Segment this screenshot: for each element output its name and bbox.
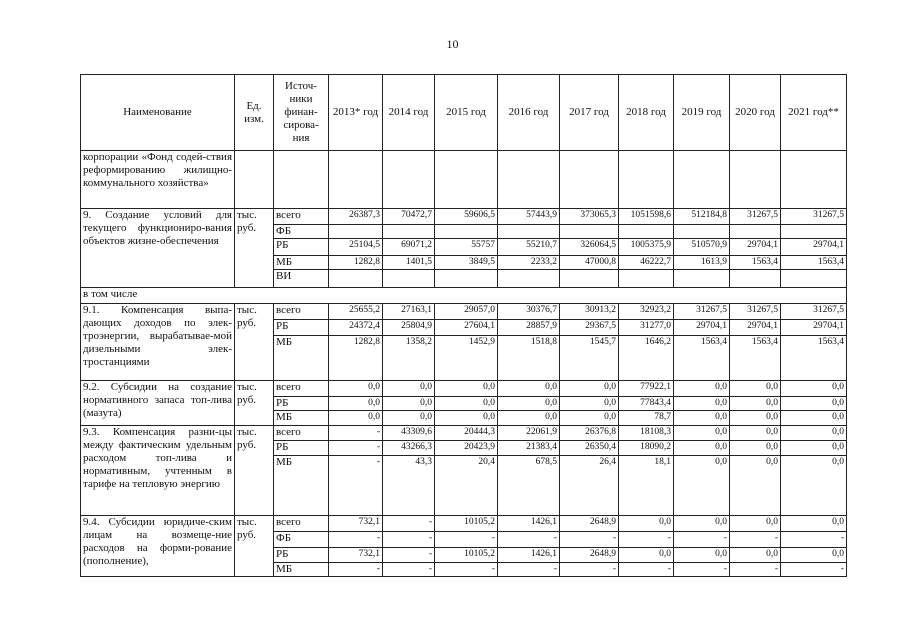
value-cell: 20444,3 <box>435 426 498 441</box>
value-cell: 732,1 <box>329 548 383 563</box>
value-cell: 29057,0 <box>435 304 498 320</box>
header-year: 2018 год <box>619 75 674 151</box>
value-cell: 55210,7 <box>498 239 560 256</box>
value-cell: 20423,9 <box>435 441 498 456</box>
value-cell <box>435 225 498 239</box>
value-cell <box>730 270 781 288</box>
table-row <box>81 304 847 320</box>
row-name: 9.2. Субсидии на создание нормативного запаса топ-лива (мазута) <box>81 381 235 426</box>
value-cell: 0,0 <box>674 441 730 456</box>
value-cell: 77922,1 <box>619 381 674 397</box>
header-year: 2020 год <box>730 75 781 151</box>
value-cell: 0,0 <box>619 516 674 532</box>
value-cell: 0,0 <box>781 397 847 411</box>
value-cell: - <box>329 563 383 577</box>
value-cell: 0,0 <box>730 426 781 441</box>
value-cell: - <box>383 516 435 532</box>
value-cell <box>781 225 847 239</box>
value-cell: 1545,7 <box>560 336 619 381</box>
funding-source: всего <box>274 304 329 320</box>
value-cell: 1282,8 <box>329 256 383 270</box>
header-year: 2014 год <box>383 75 435 151</box>
value-cell: 0,0 <box>560 411 619 426</box>
value-cell: 46222,7 <box>619 256 674 270</box>
header-name: Наименование <box>81 75 235 151</box>
value-cell: - <box>674 563 730 577</box>
table-row <box>81 381 847 397</box>
value-cell: 0,0 <box>781 381 847 397</box>
value-cell: 510570,9 <box>674 239 730 256</box>
value-cell: - <box>781 532 847 548</box>
value-cell: 678,5 <box>498 456 560 516</box>
funding-source: РБ <box>274 320 329 336</box>
funding-source: МБ <box>274 256 329 270</box>
value-cell: 1518,8 <box>498 336 560 381</box>
funding-source: МБ <box>274 456 329 516</box>
value-cell: 29704,1 <box>781 320 847 336</box>
value-cell: 26,4 <box>560 456 619 516</box>
value-cell: 1358,2 <box>383 336 435 381</box>
value-cell: - <box>383 548 435 563</box>
value-cell: 29704,1 <box>730 320 781 336</box>
value-cell: 10105,2 <box>435 548 498 563</box>
value-cell: 512184,8 <box>674 209 730 225</box>
funding-source: всего <box>274 516 329 532</box>
row-name: корпорации «Фонд содей-ствия реформированию жилищно-коммунального хозяйства» <box>81 151 235 209</box>
value-cell <box>383 151 435 209</box>
value-cell <box>730 225 781 239</box>
value-cell: - <box>619 563 674 577</box>
value-cell: 0,0 <box>781 516 847 532</box>
value-cell: 1051598,6 <box>619 209 674 225</box>
funding-source: РБ <box>274 397 329 411</box>
value-cell: - <box>383 532 435 548</box>
value-cell: - <box>383 563 435 577</box>
value-cell <box>329 270 383 288</box>
value-cell: - <box>435 532 498 548</box>
header-source: Источ-ники финан-сирова-ния <box>274 75 329 151</box>
value-cell <box>383 225 435 239</box>
value-cell <box>498 225 560 239</box>
value-cell <box>498 270 560 288</box>
value-cell: 0,0 <box>730 441 781 456</box>
header-year: 2017 год <box>560 75 619 151</box>
row-unit: тыс. руб. <box>235 381 274 426</box>
row-unit: тыс. руб. <box>235 426 274 516</box>
value-cell: 29367,5 <box>560 320 619 336</box>
value-cell: 59606,5 <box>435 209 498 225</box>
value-cell: 30913,2 <box>560 304 619 320</box>
row-name: 9. Создание условий для текущего функциониро-вания объектов жизне-обеспечения <box>81 209 235 288</box>
row-unit: тыс. руб. <box>235 304 274 381</box>
value-cell: - <box>730 532 781 548</box>
budget-table <box>80 74 847 577</box>
row-name: 9.1. Компенсация выпа-дающих доходов по элек-троэнергии, вырабатывае-мой дизельными элек-тростанциями <box>81 304 235 381</box>
value-cell: 0,0 <box>781 456 847 516</box>
value-cell <box>383 270 435 288</box>
value-cell: 29704,1 <box>730 239 781 256</box>
value-cell: 0,0 <box>498 381 560 397</box>
value-cell: 2233,2 <box>498 256 560 270</box>
value-cell <box>560 151 619 209</box>
value-cell: - <box>329 532 383 548</box>
table-row <box>81 516 847 532</box>
section-row <box>81 288 847 304</box>
value-cell: 43309,6 <box>383 426 435 441</box>
funding-source: МБ <box>274 336 329 381</box>
value-cell: 732,1 <box>329 516 383 532</box>
value-cell: - <box>619 532 674 548</box>
value-cell: 31267,5 <box>674 304 730 320</box>
funding-source: всего <box>274 426 329 441</box>
value-cell: 1005375,9 <box>619 239 674 256</box>
value-cell: 25655,2 <box>329 304 383 320</box>
value-cell: 0,0 <box>730 381 781 397</box>
value-cell: 21383,4 <box>498 441 560 456</box>
value-cell: 0,0 <box>383 397 435 411</box>
funding-source: МБ <box>274 411 329 426</box>
value-cell: 0,0 <box>781 548 847 563</box>
value-cell: 26387,3 <box>329 209 383 225</box>
value-cell <box>674 225 730 239</box>
value-cell <box>781 151 847 209</box>
value-cell: 0,0 <box>781 426 847 441</box>
value-cell: 78,7 <box>619 411 674 426</box>
value-cell: 1401,5 <box>383 256 435 270</box>
funding-source: РБ <box>274 548 329 563</box>
section-label: в том числе <box>81 288 847 304</box>
value-cell: 30376,7 <box>498 304 560 320</box>
value-cell: 0,0 <box>560 381 619 397</box>
value-cell: 0,0 <box>329 397 383 411</box>
value-cell: 0,0 <box>730 456 781 516</box>
value-cell: 27604,1 <box>435 320 498 336</box>
value-cell: 18108,3 <box>619 426 674 441</box>
funding-source: ФБ <box>274 225 329 239</box>
value-cell: 2648,9 <box>560 516 619 532</box>
table-body <box>81 151 847 577</box>
value-cell: - <box>730 563 781 577</box>
value-cell: 3849,5 <box>435 256 498 270</box>
value-cell: - <box>329 441 383 456</box>
value-cell <box>560 225 619 239</box>
value-cell: 0,0 <box>730 411 781 426</box>
value-cell <box>498 151 560 209</box>
value-cell: 1563,4 <box>730 256 781 270</box>
value-cell: 1563,4 <box>730 336 781 381</box>
value-cell: 0,0 <box>674 411 730 426</box>
value-cell: 20,4 <box>435 456 498 516</box>
header-year: 2013* год <box>329 75 383 151</box>
header-unit: Ед. изм. <box>235 75 274 151</box>
value-cell: 69071,2 <box>383 239 435 256</box>
value-cell: 47000,8 <box>560 256 619 270</box>
row-unit <box>235 151 274 209</box>
value-cell <box>329 151 383 209</box>
value-cell: 1282,8 <box>329 336 383 381</box>
value-cell: 2648,9 <box>560 548 619 563</box>
value-cell: 22061,9 <box>498 426 560 441</box>
value-cell: 43266,3 <box>383 441 435 456</box>
table-row <box>81 209 847 225</box>
value-cell: 0,0 <box>674 516 730 532</box>
value-cell: 29704,1 <box>781 239 847 256</box>
value-cell: 70472,7 <box>383 209 435 225</box>
value-cell: 0,0 <box>730 516 781 532</box>
value-cell: 0,0 <box>781 411 847 426</box>
value-cell: 0,0 <box>781 441 847 456</box>
value-cell: 0,0 <box>498 397 560 411</box>
header-row <box>81 75 847 151</box>
header-year: 2021 год** <box>781 75 847 151</box>
funding-source: РБ <box>274 239 329 256</box>
value-cell: 0,0 <box>383 381 435 397</box>
value-cell: 0,0 <box>674 381 730 397</box>
value-cell <box>619 151 674 209</box>
value-cell: - <box>498 563 560 577</box>
value-cell: - <box>329 426 383 441</box>
value-cell <box>329 225 383 239</box>
row-unit: тыс. руб. <box>235 516 274 577</box>
value-cell: 0,0 <box>730 397 781 411</box>
value-cell: 0,0 <box>619 548 674 563</box>
value-cell: 373065,3 <box>560 209 619 225</box>
value-cell: 1426,1 <box>498 548 560 563</box>
value-cell: 0,0 <box>498 411 560 426</box>
funding-source: РБ <box>274 441 329 456</box>
value-cell: 31267,5 <box>781 209 847 225</box>
value-cell: 0,0 <box>383 411 435 426</box>
funding-source: МБ <box>274 563 329 577</box>
value-cell: 0,0 <box>560 397 619 411</box>
value-cell: 0,0 <box>674 397 730 411</box>
header-year: 2019 год <box>674 75 730 151</box>
value-cell: - <box>560 563 619 577</box>
value-cell: 31267,5 <box>730 209 781 225</box>
value-cell: 18090,2 <box>619 441 674 456</box>
value-cell: 0,0 <box>329 411 383 426</box>
value-cell <box>435 151 498 209</box>
value-cell: 0,0 <box>435 397 498 411</box>
funding-source: всего <box>274 381 329 397</box>
value-cell: 1646,2 <box>619 336 674 381</box>
row-unit: тыс. руб. <box>235 209 274 288</box>
value-cell: 27163,1 <box>383 304 435 320</box>
value-cell <box>619 225 674 239</box>
value-cell: 10105,2 <box>435 516 498 532</box>
value-cell <box>674 270 730 288</box>
value-cell: 0,0 <box>435 411 498 426</box>
value-cell: 26376,8 <box>560 426 619 441</box>
funding-source: ВИ <box>274 270 329 288</box>
table-row <box>81 151 847 209</box>
value-cell: - <box>329 456 383 516</box>
value-cell: 26350,4 <box>560 441 619 456</box>
value-cell: 31267,5 <box>730 304 781 320</box>
funding-source: ФБ <box>274 532 329 548</box>
value-cell <box>435 270 498 288</box>
value-cell: 1452,9 <box>435 336 498 381</box>
value-cell: 0,0 <box>730 548 781 563</box>
value-cell: 0,0 <box>435 381 498 397</box>
value-cell: 1563,4 <box>781 256 847 270</box>
value-cell: 24372,4 <box>329 320 383 336</box>
value-cell <box>619 270 674 288</box>
header-year: 2015 год <box>435 75 498 151</box>
value-cell: - <box>781 563 847 577</box>
value-cell: 0,0 <box>674 548 730 563</box>
value-cell: 77843,4 <box>619 397 674 411</box>
table-row <box>81 426 847 441</box>
value-cell: - <box>435 563 498 577</box>
value-cell <box>781 270 847 288</box>
value-cell: 28857,9 <box>498 320 560 336</box>
value-cell <box>560 270 619 288</box>
header-year: 2016 год <box>498 75 560 151</box>
value-cell: 32923,2 <box>619 304 674 320</box>
value-cell: 0,0 <box>674 426 730 441</box>
value-cell: 29704,1 <box>674 320 730 336</box>
value-cell: 57443,9 <box>498 209 560 225</box>
funding-source: всего <box>274 209 329 225</box>
value-cell: 1426,1 <box>498 516 560 532</box>
value-cell: - <box>560 532 619 548</box>
value-cell: 0,0 <box>674 456 730 516</box>
value-cell: 31277,0 <box>619 320 674 336</box>
value-cell <box>674 151 730 209</box>
value-cell: 1563,4 <box>674 336 730 381</box>
value-cell: 18,1 <box>619 456 674 516</box>
value-cell: - <box>674 532 730 548</box>
value-cell <box>730 151 781 209</box>
value-cell: 326064,5 <box>560 239 619 256</box>
funding-source <box>274 151 329 209</box>
value-cell: 25804,9 <box>383 320 435 336</box>
value-cell: - <box>498 532 560 548</box>
value-cell: 0,0 <box>329 381 383 397</box>
value-cell: 1613,9 <box>674 256 730 270</box>
value-cell: 1563,4 <box>781 336 847 381</box>
value-cell: 43,3 <box>383 456 435 516</box>
value-cell: 25104,5 <box>329 239 383 256</box>
value-cell: 55757 <box>435 239 498 256</box>
row-name: 9.3. Компенсация разни-цы между фактическим удельным расходом топ-лива и нормативным, учтенным в тарифе на тепловую энергию <box>81 426 235 516</box>
value-cell: 31267,5 <box>781 304 847 320</box>
page-number: 10 <box>446 37 459 51</box>
row-name: 9.4. Субсидии юридиче-ским лицам на возмеще-ние расходов на форми-рование (пополнение), <box>81 516 235 577</box>
